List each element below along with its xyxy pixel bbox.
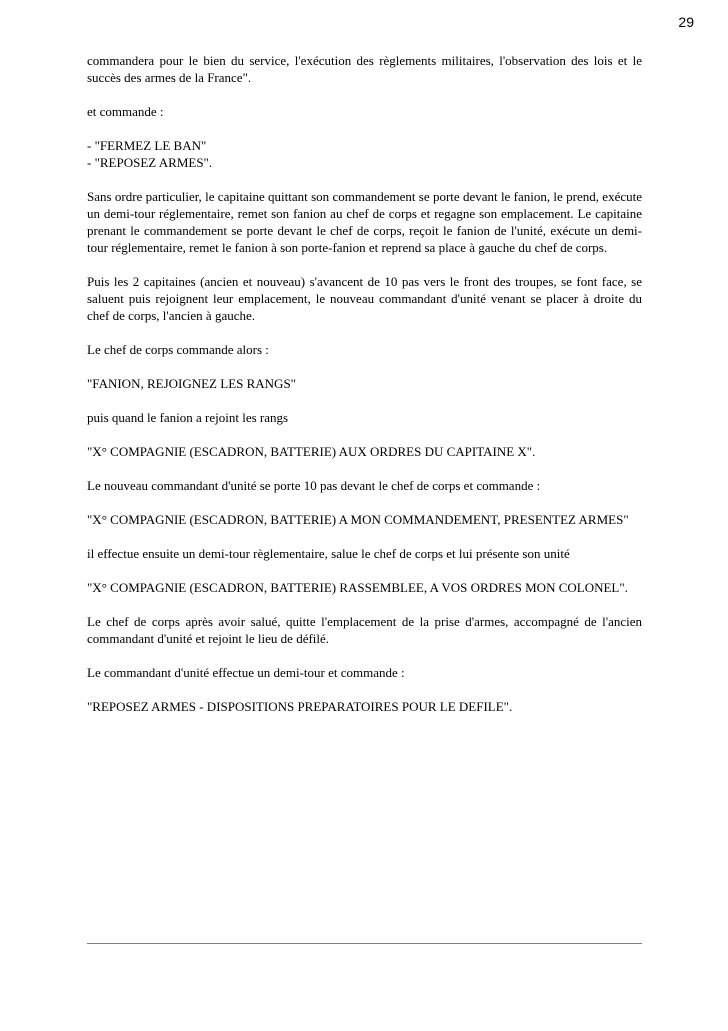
footer-divider bbox=[87, 943, 642, 944]
command-rassemblee: "X° COMPAGNIE (ESCADRON, BATTERIE) RASSEMBLEE, A VOS ORDRES MON COLONEL". bbox=[87, 580, 628, 595]
paragraph-chef-commande: Le chef de corps commande alors : bbox=[87, 342, 269, 357]
command-aux-ordres: "X° COMPAGNIE (ESCADRON, BATTERIE) AUX ORDRES DU CAPITAINE X". bbox=[87, 444, 536, 459]
page-number: 29 bbox=[678, 14, 694, 30]
paragraph-continuation: commandera pour le bien du service, l'exécution des règlements militaires, l'observation des lois et le succès des armes de la France". bbox=[87, 53, 642, 85]
paragraph-demi-tour: il effectue ensuite un demi-tour règlementaire, salue le chef de corps et lui présente son unité bbox=[87, 546, 570, 561]
command-presentez-armes: "X° COMPAGNIE (ESCADRON, BATTERIE) A MON COMMANDEMENT, PRESENTEZ ARMES" bbox=[87, 512, 629, 527]
paragraph-chef-quitte: Le chef de corps après avoir salué, quitte l'emplacement de la prise d'armes, accompagné de l'ancien commandant d'unité et rejoint le lieu de défilé. bbox=[87, 614, 642, 646]
paragraph-commandant-demi-tour: Le commandant d'unité effectue un demi-tour et commande : bbox=[87, 665, 405, 680]
paragraph-fanion-exchange: Sans ordre particulier, le capitaine quittant son commandement se porte devant le fanion, le prend, exécute un demi-tour réglementaire, remet son fanion au chef de corps et regagne son emplacement. Le capitaine prenant le commandement se porte devant le chef de corps, reçoit le fanion de l'unité, exécute un demi-tour réglementaire, remet le fanion à son porte-fanion et reprend sa place à gauche du chef de corps. bbox=[87, 189, 642, 255]
command-fermez-le-ban: - "FERMEZ LE BAN" bbox=[87, 138, 207, 153]
command-defile: "REPOSEZ ARMES - DISPOSITIONS PREPARATOIRES POUR LE DEFILE". bbox=[87, 699, 513, 714]
command-reposez-armes: - "REPOSEZ ARMES". bbox=[87, 155, 213, 170]
command-fanion-rangs: "FANION, REJOIGNEZ LES RANGS" bbox=[87, 376, 296, 391]
paragraph-puis-quand: puis quand le fanion a rejoint les rangs bbox=[87, 410, 289, 425]
paragraph-nouveau-commandant: Le nouveau commandant d'unité se porte 10 pas devant le chef de corps et commande : bbox=[87, 478, 541, 493]
paragraph-capitaines: Puis les 2 capitaines (ancien et nouveau) s'avancent de 10 pas vers le front des troupes, se font face, se saluent puis rejoignent leur emplacement, le nouveau commandant d'unité venant se placer à droite du chef de corps, l'ancien à gauche. bbox=[87, 274, 642, 323]
document-body bbox=[87, 52, 642, 732]
paragraph-et-commande: et commande : bbox=[87, 104, 164, 119]
